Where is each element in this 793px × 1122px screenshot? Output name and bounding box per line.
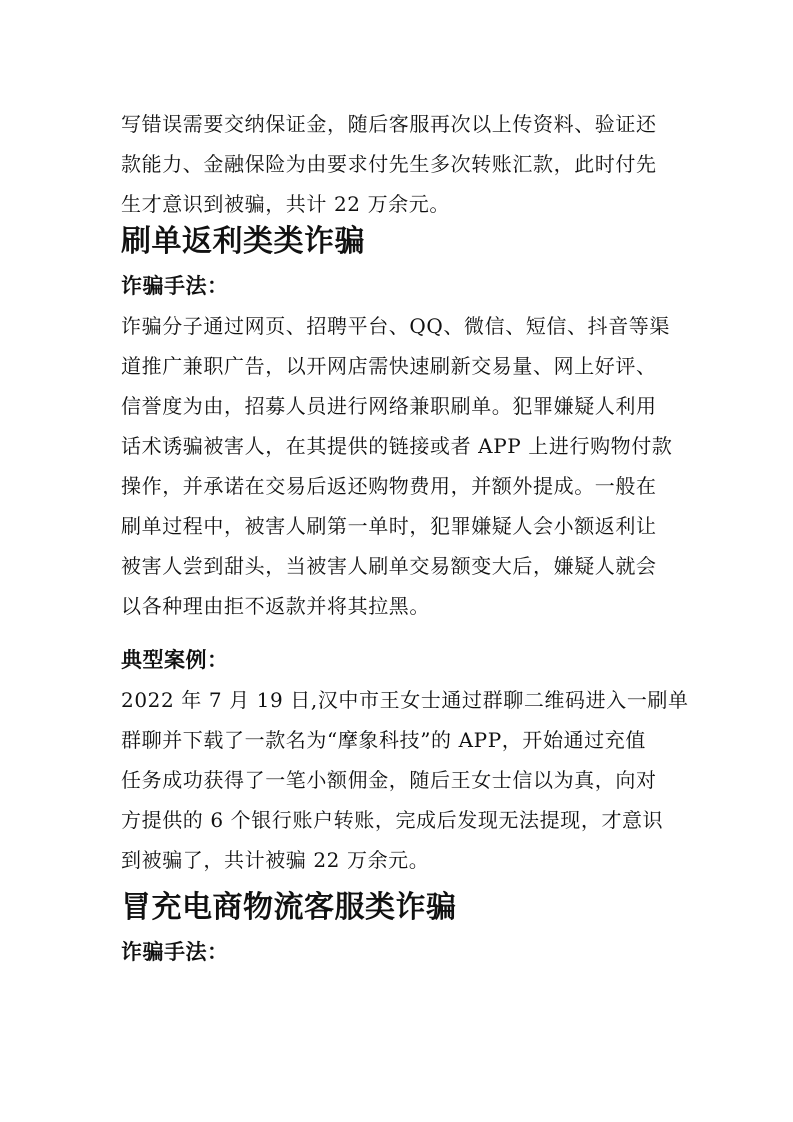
ecommerce-method — [121, 932, 681, 972]
section-title: 刷单返利类类诈骗 — [121, 224, 365, 259]
case-continuation — [121, 104, 681, 224]
text-line: 被害人尝到甜头，当被害人刷单交易额变大后，嫌疑人就会 — [121, 554, 657, 578]
text-line: 到被骗了，共计被骗 22 万余元。 — [121, 848, 430, 872]
text-line: 操作，并承诺在交易后返还购物费用，并额外提成。一般在 — [121, 474, 657, 498]
method-label: 诈骗手法： — [121, 274, 229, 298]
text-line: 群聊并下载了一款名为“摩象科技”的 APP，开始通过充值 — [121, 728, 646, 752]
text-line: 2022 年 7 月 19 日,汉中市王女士通过群聊二维码进入一刷单 — [121, 688, 689, 712]
text-line: 写错误需要交纳保证金，随后客服再次以上传资料、验证还 — [121, 112, 657, 136]
section-title: 冒充电商物流客服类诈骗 — [121, 890, 457, 925]
text-line: 信誉度为由，招募人员进行网络兼职刷单。犯罪嫌疑人利用 — [121, 394, 657, 418]
text-line: 生才意识到被骗，共计 22 万余元。 — [121, 192, 450, 216]
case-continuation-paragraph — [121, 104, 681, 224]
text-line: 任务成功获得了一笔小额佣金，随后王女士信以为真，向对 — [121, 768, 657, 792]
method-label: 诈骗手法： — [121, 940, 229, 964]
case-paragraph — [121, 680, 689, 880]
text-line: 方提供的 6 个银行账户转账，完成后发现无法提现，才意识 — [121, 808, 664, 832]
text-line: 道推广兼职广告，以开网店需快速刷新交易量、网上好评、 — [121, 354, 657, 378]
text-line: 话术诱骗被害人，在其提供的链接或者 APP 上进行购物付款 — [121, 434, 673, 458]
brushing-method — [121, 266, 681, 626]
text-line: 以各种理由拒不返款并将其拉黑。 — [121, 594, 430, 618]
text-line: 刷单过程中，被害人刷第一单时，犯罪嫌疑人会小额返利让 — [121, 514, 657, 538]
text-line: 款能力、金融保险为由要求付先生多次转账汇款，此时付先 — [121, 152, 657, 176]
case-label: 典型案例： — [121, 648, 229, 672]
text-line: 诈骗分子通过网页、招聘平台、QQ、微信、短信、抖音等渠 — [121, 314, 670, 338]
brushing-case — [121, 640, 689, 880]
section-brushing-rebate — [121, 222, 681, 262]
section-ecommerce-impersonation — [121, 888, 681, 928]
method-paragraph — [121, 306, 681, 626]
